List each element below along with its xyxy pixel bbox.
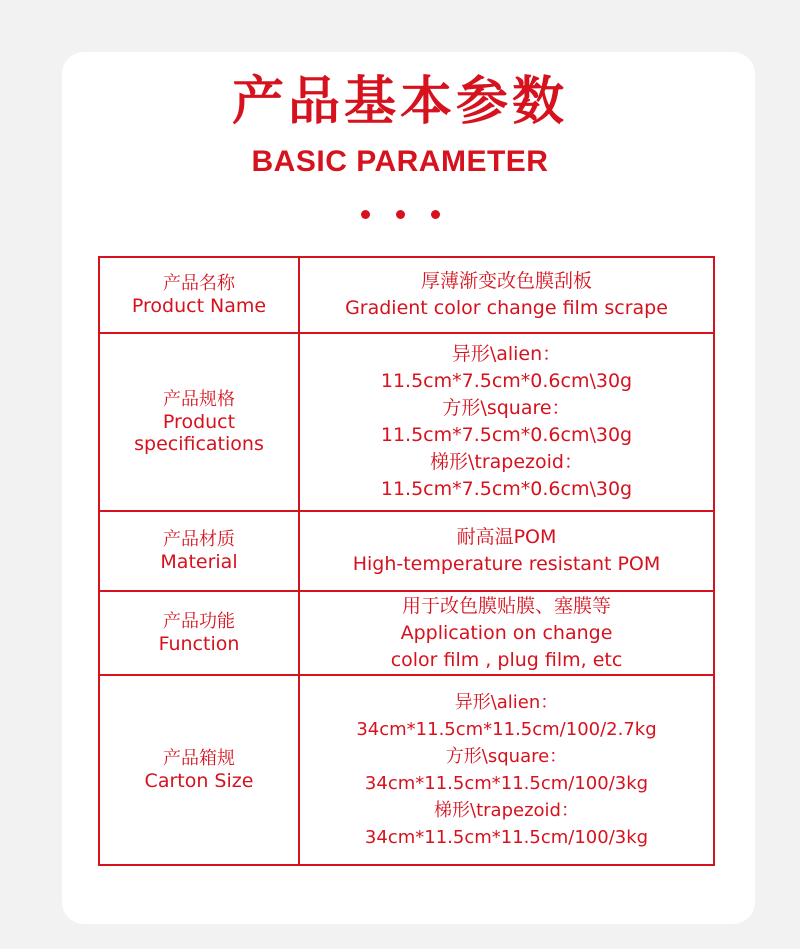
value-line: 11.5cm*7.5cm*0.6cm\30g bbox=[380, 370, 633, 392]
label-cell bbox=[99, 333, 299, 511]
value-line: 梯形\trapezoid： bbox=[434, 800, 579, 821]
decorative-dots bbox=[0, 210, 800, 219]
label-chinese: 产品功能 bbox=[163, 611, 235, 632]
label-chinese: 产品规格 bbox=[163, 389, 235, 410]
value-cell bbox=[299, 511, 714, 591]
value-cell bbox=[299, 257, 714, 333]
value-line: 异形\alien： bbox=[451, 343, 562, 365]
label-chinese: 产品名称 bbox=[163, 273, 235, 294]
label-cell bbox=[99, 591, 299, 675]
label-chinese: 产品材质 bbox=[163, 529, 235, 550]
label-cell bbox=[99, 511, 299, 591]
label-cell bbox=[99, 257, 299, 333]
value-line: 异形\alien： bbox=[454, 692, 559, 713]
value-line: 34cm*11.5cm*11.5cm/100/3kg bbox=[364, 827, 649, 848]
value-line: 厚薄渐变改色膜刮板 bbox=[420, 270, 592, 292]
label-english: Product Name bbox=[131, 295, 267, 317]
dot-icon bbox=[396, 210, 405, 219]
label-english: Product bbox=[162, 411, 236, 433]
table-row-function bbox=[99, 591, 714, 675]
label-english: specifications bbox=[134, 433, 264, 455]
table-row-material bbox=[99, 511, 714, 591]
dot-icon bbox=[431, 210, 440, 219]
label-cell bbox=[99, 675, 299, 865]
table-row-carton-size bbox=[99, 675, 714, 865]
value-line: Gradient color change film scrape bbox=[345, 297, 668, 319]
value-cell bbox=[299, 333, 714, 511]
parameter-table bbox=[98, 256, 715, 866]
page-title-english: BASIC PARAMETER bbox=[251, 145, 549, 178]
value-line: 方形\square： bbox=[442, 397, 571, 419]
value-cell bbox=[299, 591, 714, 675]
table-row-product-name bbox=[99, 257, 714, 333]
value-cell bbox=[299, 675, 714, 865]
label-chinese: 产品箱规 bbox=[163, 748, 235, 769]
label-english: Function bbox=[158, 633, 240, 655]
value-line: 方形\square： bbox=[445, 746, 568, 767]
value-line: 11.5cm*7.5cm*0.6cm\30g bbox=[380, 424, 633, 446]
label-english: Material bbox=[160, 551, 238, 573]
table-row-specifications bbox=[99, 333, 714, 511]
value-line: Application on change bbox=[400, 621, 613, 644]
page-title-chinese: 产品基本参数 bbox=[231, 72, 568, 132]
value-line: color film , plug film, etc bbox=[390, 648, 623, 671]
dot-icon bbox=[361, 210, 370, 219]
value-line: 梯形\trapezoid： bbox=[430, 451, 583, 473]
value-line: 用于改色膜贴膜、塞膜等 bbox=[401, 594, 611, 617]
value-line: 耐高温POM bbox=[456, 526, 557, 548]
value-line: 34cm*11.5cm*11.5cm/100/2.7kg bbox=[356, 719, 657, 740]
value-line: 11.5cm*7.5cm*0.6cm\30g bbox=[380, 478, 633, 500]
label-english: Carton Size bbox=[144, 770, 254, 792]
value-line: 34cm*11.5cm*11.5cm/100/3kg bbox=[364, 773, 649, 794]
value-line: High-temperature resistant POM bbox=[352, 553, 661, 575]
